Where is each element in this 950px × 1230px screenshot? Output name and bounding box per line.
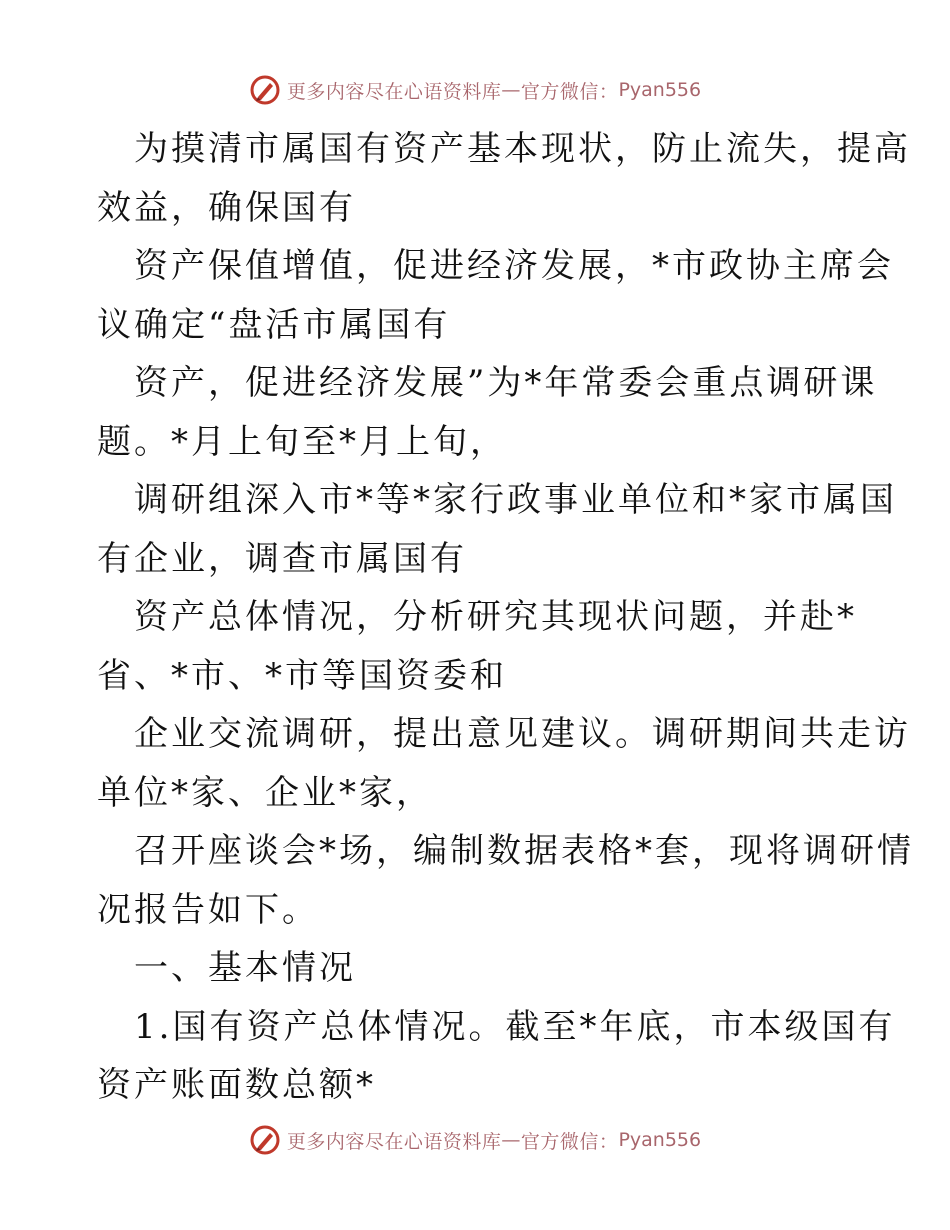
paragraph-line: 1.国有资产总体情况。截至*年底，市本级国有: [134, 1006, 896, 1047]
pen-logo-icon: [249, 1124, 281, 1156]
paragraph-line: 单位*家、企业*家，: [97, 772, 433, 813]
paragraph-line: 调研组深入市*等*家行政事业单位和*家市属国: [134, 480, 897, 520]
paragraph-line: 为摸清市属国有资产基本现状，防止流失，提高: [134, 129, 911, 169]
footer-brand-text: 更多内容尽在心语资料库: [286, 1130, 502, 1153]
header-wechat-label: 官方微信：: [520, 80, 619, 103]
footer-watermark-banner: [0, 1120, 950, 1160]
header-wechat-id: Pyan556: [618, 79, 702, 101]
paragraph-line: 议确定“盘活市属国有: [97, 304, 451, 345]
paragraph-line: 资产保值增值，促进经济发展，*市政协主席会: [134, 246, 894, 286]
paragraph-line: 有企业，调查市属国有: [97, 538, 467, 579]
paragraph-line: 效益，确保国有: [97, 187, 356, 228]
pen-logo-icon: [249, 74, 281, 106]
paragraph-line: 一、基本情况: [134, 948, 356, 988]
paragraph-line: 资产总体情况，分析研究其现状问题，并赴*: [134, 597, 857, 637]
footer-wechat-label: 官方微信：: [520, 1130, 619, 1153]
footer-wechat-id: Pyan556: [618, 1129, 702, 1151]
paragraph-line: 省、*市、*市等国资委和: [97, 655, 507, 696]
document-body: [97, 120, 914, 1115]
header-watermark-banner: [0, 70, 950, 110]
paragraph-line: 企业交流调研，提出意见建议。调研期间共走访: [134, 714, 911, 754]
paragraph-line: 资产账面数总额*: [97, 1065, 376, 1105]
paragraph-line: 资产，促进经济发展”为*年常委会重点调研课: [134, 363, 878, 403]
footer-dash: —: [501, 1129, 521, 1151]
paragraph-line: 况报告如下。: [97, 889, 319, 930]
header-dash: —: [501, 79, 521, 101]
header-brand-text: 更多内容尽在心语资料库: [286, 80, 502, 103]
paragraph-line: 召开座谈会*场，编制数据表格*套，现将调研情: [134, 831, 914, 871]
paragraph-line: 题。*月上旬至*月上旬，: [97, 421, 507, 462]
